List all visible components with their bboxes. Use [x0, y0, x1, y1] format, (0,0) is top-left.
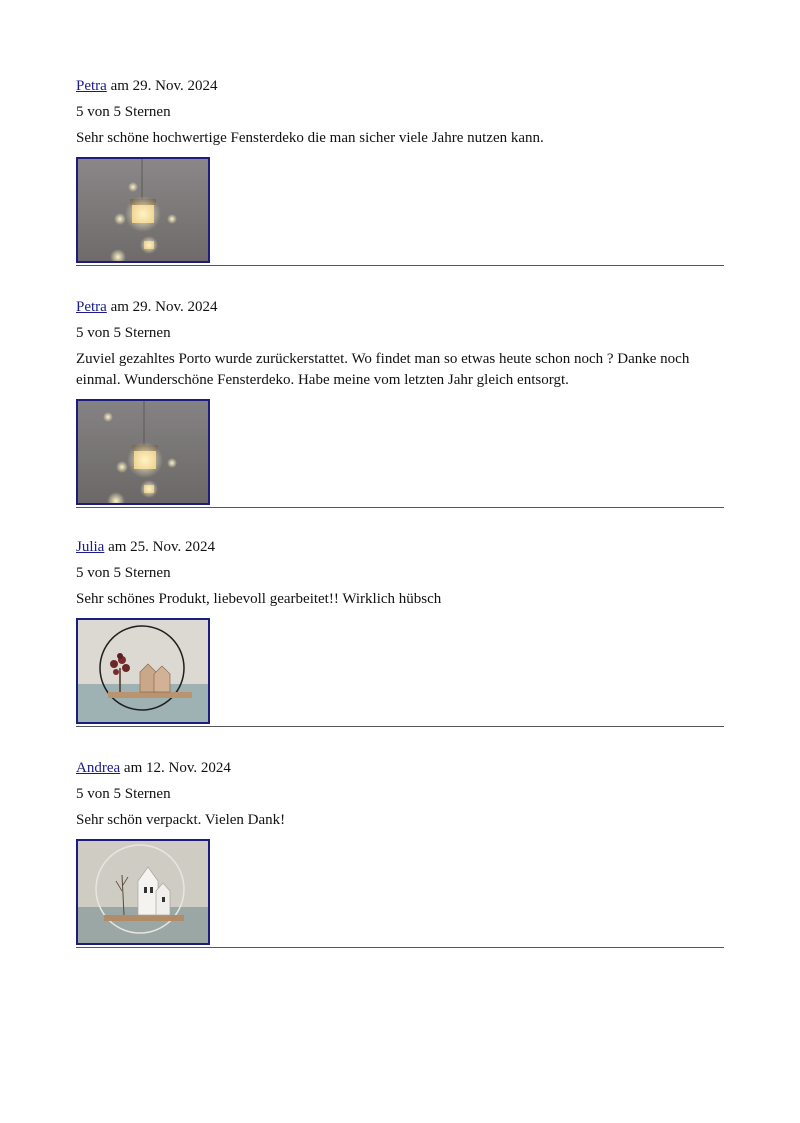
review-item: [76, 297, 724, 508]
ring-houses-tree-photo: [78, 620, 208, 722]
review-date: am 29. Nov. 2024: [106, 299, 218, 315]
review-author-link[interactable]: Julia: [76, 539, 105, 555]
review-text: Sehr schön verpackt. Vielen Dank!: [76, 812, 286, 828]
review-rating: 5 von 5 Sternen: [76, 104, 171, 120]
lantern-glow-photo: [78, 159, 208, 261]
review-photo[interactable]: [76, 399, 210, 505]
review-item: [76, 758, 724, 948]
review-rating: 5 von 5 Sternen: [76, 786, 171, 802]
review-item: [76, 537, 724, 727]
review-rating: 5 von 5 Sternen: [76, 325, 171, 341]
review-divider: [76, 507, 724, 508]
review-author-link[interactable]: Andrea: [76, 760, 121, 776]
review-meta: [76, 76, 724, 97]
review-date: am 29. Nov. 2024: [106, 78, 218, 94]
review-date: am 12. Nov. 2024: [120, 760, 231, 776]
review-text: Sehr schöne hochwertige Fensterdeko die man sicher viele Jahre nutzen kann.: [76, 130, 544, 146]
review-divider: [76, 726, 724, 727]
review-text: Sehr schönes Produkt, liebevoll gearbeitet!! Wirklich hübsch: [76, 591, 442, 607]
review-date: am 25. Nov. 2024: [104, 539, 216, 555]
review-author-link[interactable]: Petra: [76, 78, 107, 94]
ring-white-houses-photo: [78, 841, 208, 943]
review-text: Zuviel gezahltes Porto wurde zurückerstattet. Wo findet man so etwas heute schon noch ? Danke noch einmal. Wunderschöne Fensterdeko. Habe meine vom letzten Jahr gleich entsorgt.: [76, 351, 690, 388]
review-photo[interactable]: [76, 839, 210, 945]
review-divider: [76, 265, 724, 266]
review-meta: [76, 537, 724, 558]
review-rating: 5 von 5 Sternen: [76, 565, 171, 581]
review-divider: [76, 947, 724, 948]
review-item: [76, 76, 724, 266]
review-meta: [76, 758, 724, 779]
review-author-link[interactable]: Petra: [76, 299, 107, 315]
review-meta: [76, 297, 724, 318]
review-photo[interactable]: [76, 157, 210, 263]
review-photo[interactable]: [76, 618, 210, 724]
lantern-glow-photo: [78, 401, 208, 503]
